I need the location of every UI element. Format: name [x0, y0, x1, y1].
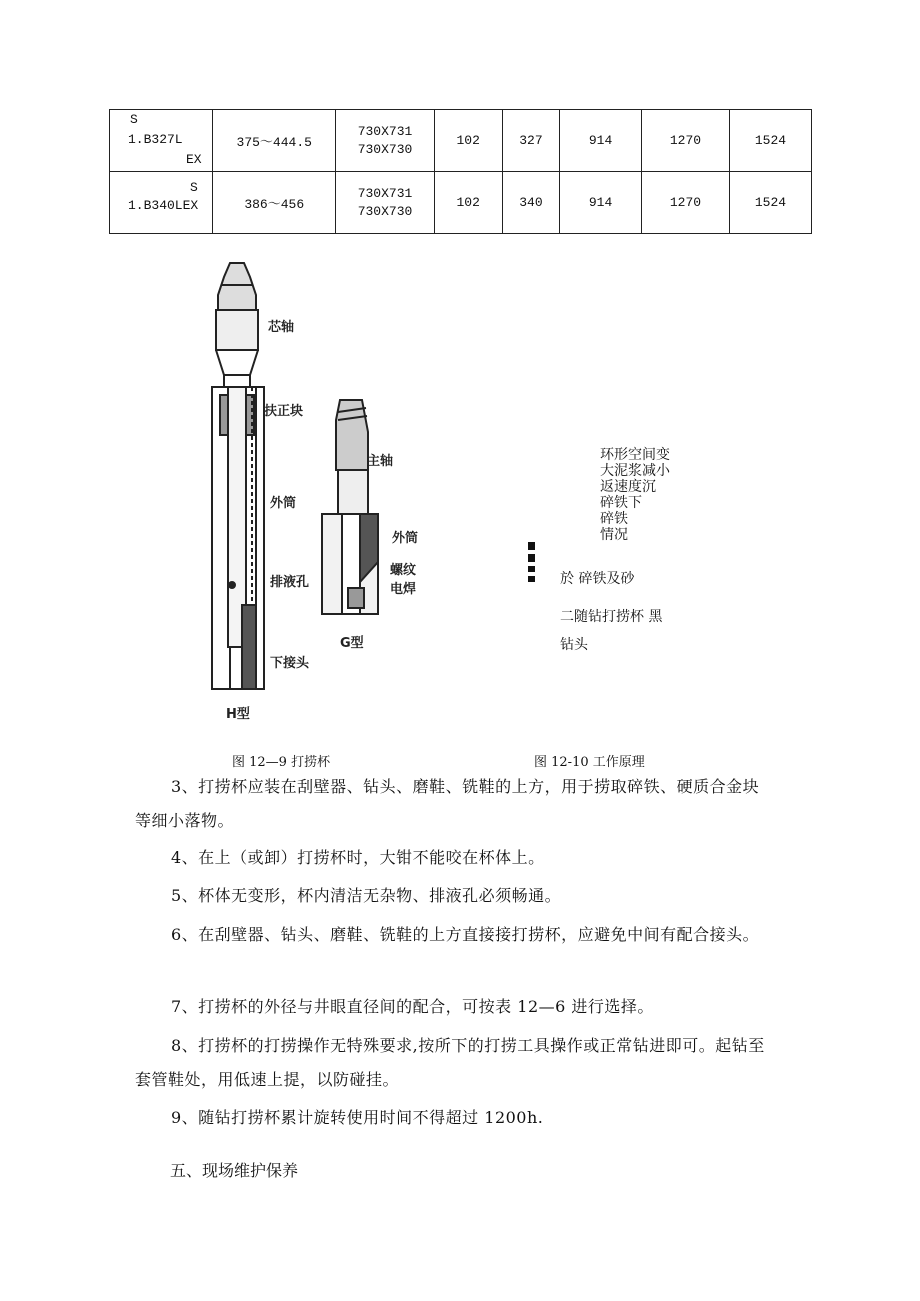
- label-bottom-sub: 下接头: [270, 656, 310, 671]
- label-stabilizer: 扶正块: [264, 404, 304, 419]
- table-row: [110, 172, 812, 234]
- principle-line: 返速度沉: [600, 479, 656, 495]
- caption-fig-12-9: 图 12—9 打捞杯: [232, 755, 331, 770]
- value-cell: 1524: [729, 172, 811, 234]
- principle-line: 碎铁: [600, 511, 628, 527]
- model-cell: [110, 110, 213, 172]
- principle-cup: 二随钻打捞杯 黑: [560, 609, 663, 625]
- principle-line: 情况: [600, 527, 628, 543]
- label-mandrel: 芯轴: [268, 320, 295, 335]
- paragraph-5: 5、杯体无变形，杯内清洁无杂物、排液孔必须畅通。: [171, 886, 562, 905]
- value-cell: 102: [434, 110, 502, 172]
- label-outer-barrel: 外筒: [270, 496, 297, 511]
- dashed-mark: [525, 540, 539, 584]
- value-cell: 914: [560, 172, 642, 234]
- paragraph-6: 6、在刮壁器、钻头、磨鞋、铣鞋的上方直接接打捞杯，应避免中间有配合接头。: [171, 925, 760, 944]
- g-type-junk-basket-drawing: [318, 392, 388, 632]
- principle-text-block: [600, 447, 670, 543]
- model-line: 1.B327L: [128, 131, 183, 147]
- label-h-type: H型: [226, 707, 250, 722]
- thread-value: 730X731: [357, 123, 413, 139]
- range-cell: 386～456: [213, 172, 336, 234]
- value-cell: 340: [502, 172, 559, 234]
- value-cell: 1270: [642, 172, 730, 234]
- principle-line: 环形空间变: [600, 447, 670, 463]
- thread-value: 730X731: [357, 185, 413, 201]
- value-cell: 1524: [729, 110, 811, 172]
- paragraph-4: 4、在上（或卸）打捞杯时，大钳不能咬在杯体上。: [171, 848, 545, 867]
- value-cell: 102: [434, 172, 502, 234]
- principle-settle: 於 碎铁及砂: [560, 571, 635, 587]
- value-cell: 327: [502, 110, 559, 172]
- paragraph-8: 8、打捞杯的打捞操作无特殊要求,按所下的打捞工具操作或正常钻进即可。起钻至套管鞋处，用低速上提，以防碰挂。: [135, 1036, 765, 1089]
- thread-value: 730X730: [357, 203, 413, 219]
- principle-line: 碎铁下: [600, 495, 642, 511]
- model-line: EX: [186, 151, 202, 167]
- principle-bit: 钻头: [560, 637, 588, 653]
- value-cell: 914: [560, 110, 642, 172]
- table-row: [110, 110, 812, 172]
- spec-table: [109, 109, 812, 234]
- label-weld: 电焊: [390, 582, 417, 597]
- section-heading: 五、现场维护保养: [170, 1161, 299, 1180]
- range-cell: 375～444.5: [213, 110, 336, 172]
- model-cell: [110, 172, 213, 234]
- label-g-outer-barrel: 外筒: [392, 531, 419, 546]
- thread-value: 730X730: [357, 141, 413, 157]
- model-line: S: [190, 179, 198, 195]
- label-thread: 螺纹: [390, 563, 417, 578]
- paragraph-3: 3、打捞杯应装在刮壁器、钻头、磨鞋、铣鞋的上方，用于捞取碎铁、硬质合金块等细小落物。: [135, 777, 760, 830]
- model-line: S: [130, 111, 138, 127]
- caption-fig-12-10: 图 12-10 工作原理: [534, 755, 645, 770]
- label-drain-hole: 排液孔: [270, 575, 310, 590]
- principle-line: 大泥浆减小: [600, 463, 670, 479]
- thread-cell: [336, 110, 434, 172]
- label-main-shaft: 主轴: [367, 454, 394, 469]
- paragraph-7: 7、打捞杯的外径与井眼直径间的配合，可按表 12—6 进行选择。: [171, 997, 654, 1016]
- paragraph-9: 9、随钻打捞杯累计旋转使用时间不得超过 1200h.: [171, 1108, 544, 1127]
- model-line: 1.B340LEX: [128, 197, 199, 213]
- label-g-type: G型: [340, 636, 364, 651]
- value-cell: 1270: [642, 110, 730, 172]
- thread-cell: [336, 172, 434, 234]
